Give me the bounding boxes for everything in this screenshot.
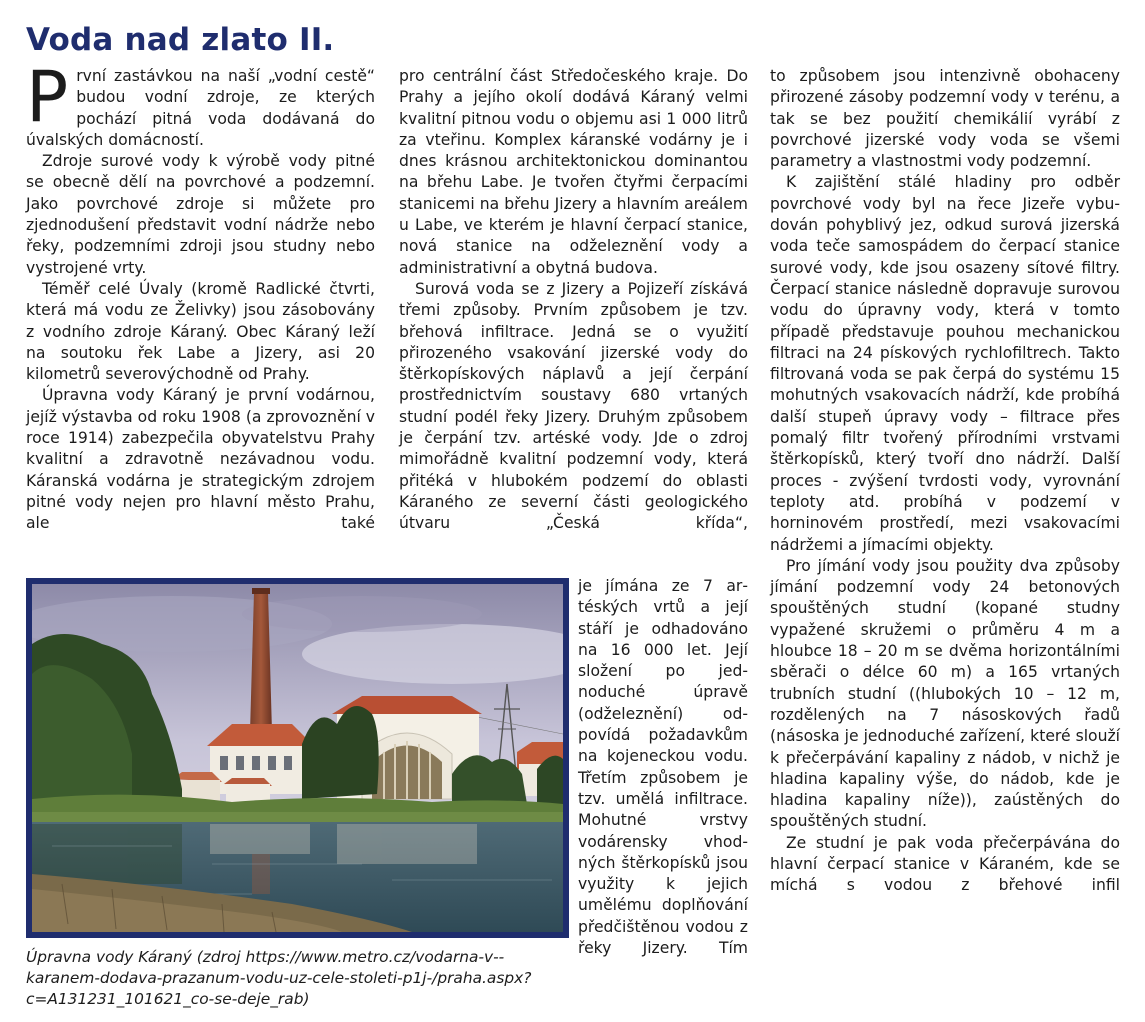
paragraph: Ze studní je pak voda přečerpávána do hlavní čerpací stanice v Káraném, kde se míchá s vodou z břehové infil xyxy=(770,833,1120,895)
waterworks-photo xyxy=(32,584,563,932)
column-3 xyxy=(770,66,1120,897)
paragraph-intro xyxy=(26,56,375,151)
paragraph: Úpravna vody Káraný je první vodárnou, jejíž výstavba od roku 1908 (a zprovoznění v roce 1914) zabezpečila obyvatelstvu Prahy kvalitní a zdravotně nezávadnou vodu. Káranská vodárna je strategickým zdrojem pitné vody nejen pro hlavní město Prahu, ale také xyxy=(26,386,375,533)
paragraph: pro centrální část Středočeského kraje. Do Prahy a jejího okolí dodává Káraný velmi kvalitní pitnou vodu o objemu asi 1 000 litrů za vteřinu. Komplex káranské vodárny je i dnes krásnou architektonickou dominantou na břehu Labe. Je tvořen čtyřmi čerpacími stanicemi na břehu Jizery a hlavním areálem u Labe, ve kterém je hlavní čerpací stanice, nová stanice na odželeznění vody a administrativní a obytná budova. xyxy=(399,67,748,277)
paragraph: Surová voda se z Jizery a Pojizeří získává třemi způsoby. Prvním způsobem je tzv. břehová infiltrace. Jedná se o využití přirozeného vsakování jizerské vody do štěrkopískových náplavů a její čerpání prostřednictvím soustavy 680 vrtaných studní podél řeky Jizery. Druhým způsobem je čerpání tzv. artéské vody. Jde o zdroj mimořádně kvalitní podzemní vody, která přitéká v hlubokém podzemí do oblasti Káraného ze severní části geologického útvaru „Česká křída“, xyxy=(399,279,748,533)
photo-frame xyxy=(26,578,569,938)
paragraph: to způsobem jsou intenzivně obohaceny přirozené zásoby podzemní vody v terénu, a tak se bez použití chemikálií vyrábí z povrchové jizerské vody voda se všemi parametry a vlastnostmi vody podzemní. xyxy=(770,67,1120,171)
column-2-continuation xyxy=(578,576,748,959)
column-1 xyxy=(26,56,375,535)
drop-cap: P xyxy=(26,56,69,138)
photo-caption: Úpravna vody Káraný (zdroj https://www.metro.cz/vodarna-v--karanem-dodava-prazanum-vodu-uz-cele-stoleti-p1j-/praha.aspx?c=A131231_101621_co-se-deje_rab) xyxy=(26,948,532,1008)
paragraph: Téměř celé Úvaly (kromě Radlické čtvrti, která má vodu ze Želivky) jsou zásobovány z vodního zdroje Káraný. Obec Káraný leží na soutoku řek Labe a Jizery, asi 20 kilometrů severovýchodně od Prahy. xyxy=(26,279,375,384)
paragraph: Zdroje surové vody k výrobě vody pitné se obecně dělí na povrchové a podzemní. Jako povrchové zdroje si můžete pro zjednodušení představit vodní nádrže nebo řeky, podzemními zdroji jsou studny nebo vystrojené vrty. xyxy=(26,152,375,277)
article-title: Voda nad zlato II. xyxy=(26,22,335,58)
paragraph: je jímána ze 7 artéských vrtů a její stáří je odhadováno na 16 000 let. Její složení po jednoduché úpravě (odželeznění) odpovídá požadavkům na kojeneckou vodu. Třetím způsobem je tzv. umělá infiltrace. Mohutné vrstvy vodárensky vhodných štěrkopísků jsou využity k jejich umělému doplňování předčištěnou vodou z řeky Jizery. Tím xyxy=(578,577,748,958)
intro-text: rvní zastávkou na naší „vodní cestě“ budou vodní zdroje, ze kterých pochází pitná voda dodávaná do úvalských domácností. xyxy=(26,67,375,149)
column-2 xyxy=(399,66,748,535)
paragraph: K zajištění stálé hladiny pro odběr povrchové vody byl na řece Jizeře vybudován pohyblivý jez, odkud surová jizerská voda teče samospádem do čerpací stanice surové vody, kde jsou osazeny sítové filtry. Čerpací stanice následně dopravuje surovou vodu do úpravny vody, která v tomto případě představuje pouhou mechanickou filtraci na 24 pískových rychlofiltrech. Takto filtrovaná voda se pak čerpá do systému 15 mohutných vsakovacích nádrží, kde probíhá další stupeň úpravy vody – filtrace přes pomalý filtr tvořený přírodními vrstvami štěrkopísků, který tvoří dno nádrží. Další proces - zvýšení tvrdosti vody, vyrovnání teploty atd. probíhá v podzemí v horninovém prostředí, mezi vsakovacími nádržemi a jímacími objekty. xyxy=(770,173,1120,554)
paragraph: Pro jímání vody jsou použity dva způsoby jímání podzemní vody 24 betonových spouštěných studní (kopané studny vypažené skružemi o průměru 4 m a hloubce 18 – 20 m se dvěma horizontálními sběrači o délce 60 m) a 165 vrtaných trubních studní ((hlubokých 10 – 12 m, rozdělených na 7 násoskových řadů (násoska je jednoduché zařízení, které slouží k přečerpávání kapaliny z nádob, v nichž je hladina kapaliny výše, do nádob, kde je hladina kapaliny níže)), zaústěných do spouštěných studní. xyxy=(770,556,1120,831)
